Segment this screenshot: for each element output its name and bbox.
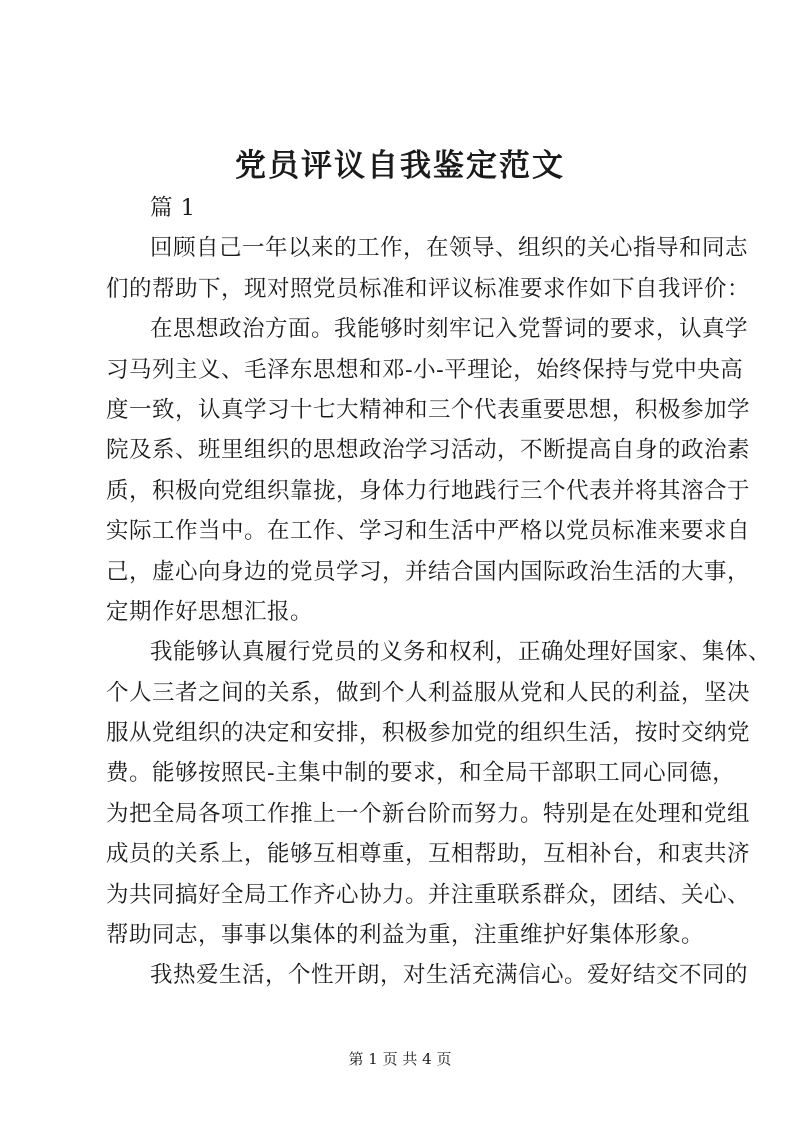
body-line: 成员的关系上，能够互相尊重，互相帮助，互相补台，和衷共济 xyxy=(106,841,751,868)
body-line: 为共同搞好全局工作齐心协力。并注重联系群众，团结、关心、 xyxy=(106,881,751,908)
body-line: 在思想政治方面。我能够时刻牢记入党誓词的要求，认真学 xyxy=(150,316,749,343)
body-line: 为把全局各项工作推上一个新台阶而努力。特别是在处理和党组 xyxy=(106,800,751,827)
body-line: 服从党组织的决定和安排，积极参加党的组织生活，按时交纳党 xyxy=(106,720,751,747)
body-line: 实际工作当中。在工作、学习和生活中严格以党员标准来要求自 xyxy=(106,518,751,545)
body-line: 习马列主义、毛泽东思想和邓-小-平理论，始终保持与党中央高 xyxy=(106,356,744,383)
body-line: 质，积极向党组织靠拢，身体力行地践行三个代表并将其溶合于 xyxy=(106,477,751,504)
body-line: 们的帮助下，现对照党员标准和评议标准要求作如下自我评价： xyxy=(106,275,751,302)
body-line: 度一致，认真学习十七大精神和三个代表重要思想，积极参加学 xyxy=(106,396,751,423)
body-line: 篇 1 xyxy=(150,195,196,221)
body-line: 费。能够按照民-主集中制的要求，和全局干部职工同心同德， xyxy=(106,760,736,787)
body-line: 我热爱生活，个性开朗，对生活充满信心。爱好结交不同的 xyxy=(150,962,749,989)
body-line: 回顾自己一年以来的工作，在领导、组织的关心指导和同志 xyxy=(150,235,749,262)
body-line: 我能够认真履行党员的义务和权利，正确处理好国家、集体、 xyxy=(150,639,772,666)
document-body xyxy=(106,188,772,996)
body-line: 定期作好思想汇报。 xyxy=(106,598,314,625)
body-line: 个人三者之间的关系，做到个人利益服从党和人民的利益，坚决 xyxy=(106,679,751,706)
body-line: 己，虚心向身边的党员学习，并结合国内国际政治生活的大事， xyxy=(106,558,751,585)
body-line: 院及系、班里组织的思想政治学习活动，不断提高自身的政治素 xyxy=(106,437,751,464)
document-title: 党员评议自我鉴定范文 xyxy=(235,148,565,184)
body-line: 帮助同志，事事以集体的利益为重，注重维护好集体形象。 xyxy=(106,922,705,949)
page-footer: 第 1 页 共 4 页 xyxy=(348,1050,452,1068)
